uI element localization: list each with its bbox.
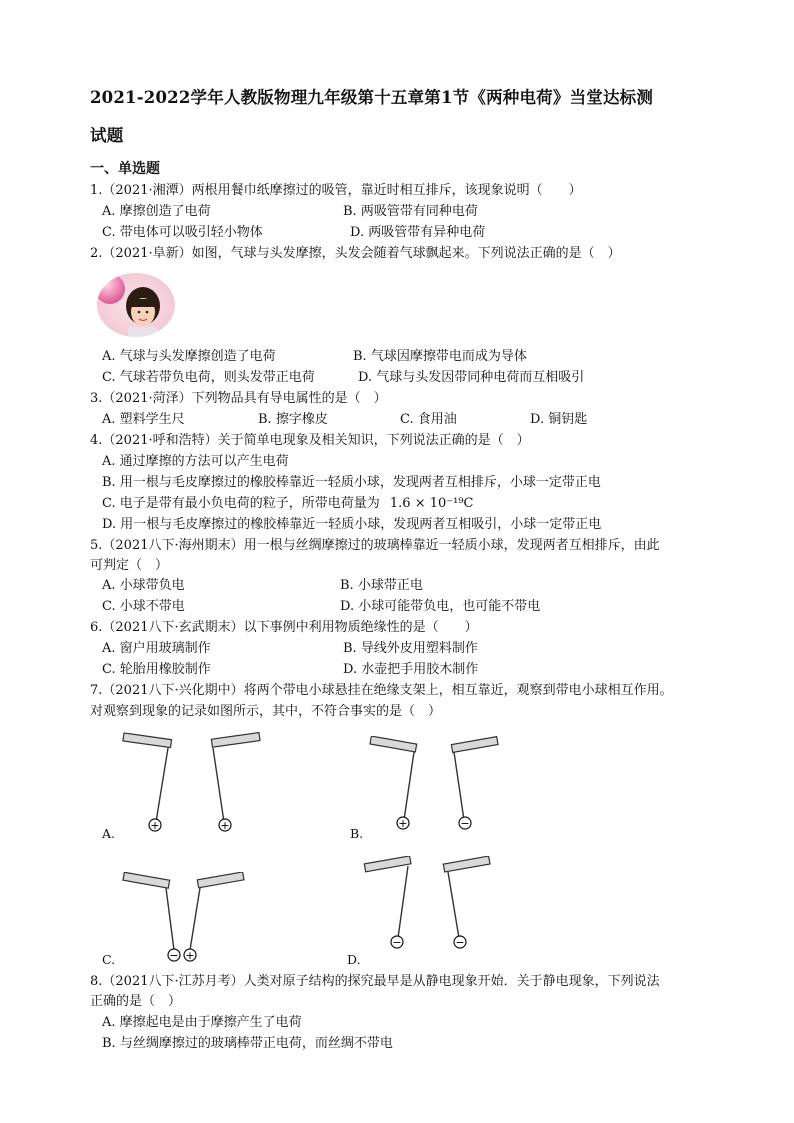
doc-title-line1: 2021-2022学年人教版物理九年级第十五章第1节《两种电荷》当堂达标测 xyxy=(90,88,654,107)
q4-charge-formula: 1.6 × 10⁻¹⁹C xyxy=(389,496,474,511)
q8-option-a: A. 摩擦起电是由于摩擦产生了电荷 xyxy=(102,1015,302,1030)
q3-stem: 3.（2021·菏泽）下列物品具有导电属性的是（ ） xyxy=(90,391,387,406)
q7-label-c: C. xyxy=(102,952,116,967)
q1-option-a: A. 摩擦创造了电荷 xyxy=(102,204,211,219)
q4-stem: 4.（2021·呼和浩特）关于简单电现象及相关知识，下列说法正确的是（ ） xyxy=(90,433,530,448)
q3-option-d: D. 铜钥匙 xyxy=(530,412,588,427)
q2-option-d: D. 气球与头发因带同种电荷而互相吸引 xyxy=(358,370,585,385)
q7-label-d: D. xyxy=(347,952,361,967)
q7b-left-charge: + xyxy=(398,817,408,830)
q8-option-b: B. 与丝绸摩擦过的玻璃棒带正电荷，而丝绸不带电 xyxy=(102,1036,393,1051)
q5-option-d: D. 小球可能带负电，也可能不带电 xyxy=(340,599,541,614)
q7a-left-charge: + xyxy=(150,819,160,832)
q1-stem: 1.（2021·湘潭）两根用餐巾纸摩擦过的吸管，靠近时相互排斥，该现象说明（ ） xyxy=(90,183,582,198)
q6-option-b: B. 导线外皮用塑料制作 xyxy=(343,641,478,656)
q7a-right-charge: + xyxy=(220,819,230,832)
doc-title-line2: 试题 xyxy=(90,126,124,145)
q2-balloon-girl-image xyxy=(96,272,176,338)
q7-figure-d xyxy=(362,856,497,956)
q7-label-a: A. xyxy=(102,826,116,841)
q4-option-b: B. 用一根与毛皮摩擦过的橡胶棒靠近一轻质小球，发现两者互相排斥，小球一定带正电 xyxy=(102,475,601,490)
q7c-right-charge: + xyxy=(185,949,195,962)
q3-option-b: B. 擦字橡皮 xyxy=(258,412,328,427)
q2-option-b: B. 气球因摩擦带电而成为导体 xyxy=(353,349,527,364)
q7-figure-b xyxy=(368,736,508,836)
q5-stem-line1: 5.（2021八下·海州期末）用一根与丝绸摩擦过的玻璃棒靠近一轻质小球，发现两者互相排斥，由此 xyxy=(90,538,660,553)
q8-stem-line2: 正确的是（ ） xyxy=(90,994,182,1009)
q6-option-d: D. 水壶把手用胶木制作 xyxy=(343,662,479,677)
q2-option-c: C. 气球若带负电荷，则头发带正电荷 xyxy=(102,370,315,385)
q4-option-c-text: C. 电子是带有最小负电荷的粒子，所带电荷量为 xyxy=(102,496,380,511)
q6-option-a: A. 窗户用玻璃制作 xyxy=(102,641,211,656)
q4-option-c xyxy=(102,495,474,513)
q7-stem-line2: 对观察到现象的记录如图所示，其中，不符合事实的是（ ） xyxy=(90,704,442,719)
q7-figure-a xyxy=(120,730,270,835)
q7c-left-charge: − xyxy=(169,949,179,962)
q7-figure-c xyxy=(120,872,260,967)
q5-option-b: B. 小球带正电 xyxy=(340,578,423,593)
q1-option-d: D. 两吸管带有异种电荷 xyxy=(350,225,486,240)
q5-option-c: C. 小球不带电 xyxy=(102,599,185,614)
q3-option-a: A. 塑料学生尺 xyxy=(102,412,185,427)
q7d-right-charge: − xyxy=(455,936,465,949)
q8-stem-line1: 8.（2021八下·江苏月考）人类对原子结构的探究最早是从静电现象开始．关于静电现象，下列说法 xyxy=(90,974,660,989)
q1-option-c: C. 带电体可以吸引轻小物体 xyxy=(102,225,263,240)
q7-label-b: B. xyxy=(350,826,364,841)
q6-stem: 6.（2021八下·玄武期末）以下事例中利用物质绝缘性的是（ ） xyxy=(90,620,478,635)
q5-stem-line2: 可判定（ ） xyxy=(90,558,169,573)
q7-stem-line1: 7.（2021八下·兴化期中）将两个带电小球悬挂在绝缘支架上，相互靠近，观察到带电小球相互作用。 xyxy=(90,683,673,698)
q6-option-c: C. 轮胎用橡胶制作 xyxy=(102,662,211,677)
q7d-left-charge: − xyxy=(392,936,402,949)
q5-option-a: A. 小球带负电 xyxy=(102,578,185,593)
section-heading: 一、单选题 xyxy=(90,161,160,177)
q3-option-c: C. 食用油 xyxy=(400,412,457,427)
q2-option-a: A. 气球与头发摩擦创造了电荷 xyxy=(102,349,276,364)
q7b-right-charge: − xyxy=(460,817,470,830)
q2-stem: 2.（2021·阜新）如图，气球与头发摩擦，头发会随着气球飘起来。下列说法正确的是（ ） xyxy=(90,246,621,261)
q4-option-a: A. 通过摩擦的方法可以产生电荷 xyxy=(102,454,289,469)
q4-option-d: D. 用一根与毛皮摩擦过的橡胶棒靠近一轻质小球，发现两者互相吸引，小球一定带正电 xyxy=(102,517,602,532)
q1-option-b: B. 两吸管带有同种电荷 xyxy=(343,204,478,219)
